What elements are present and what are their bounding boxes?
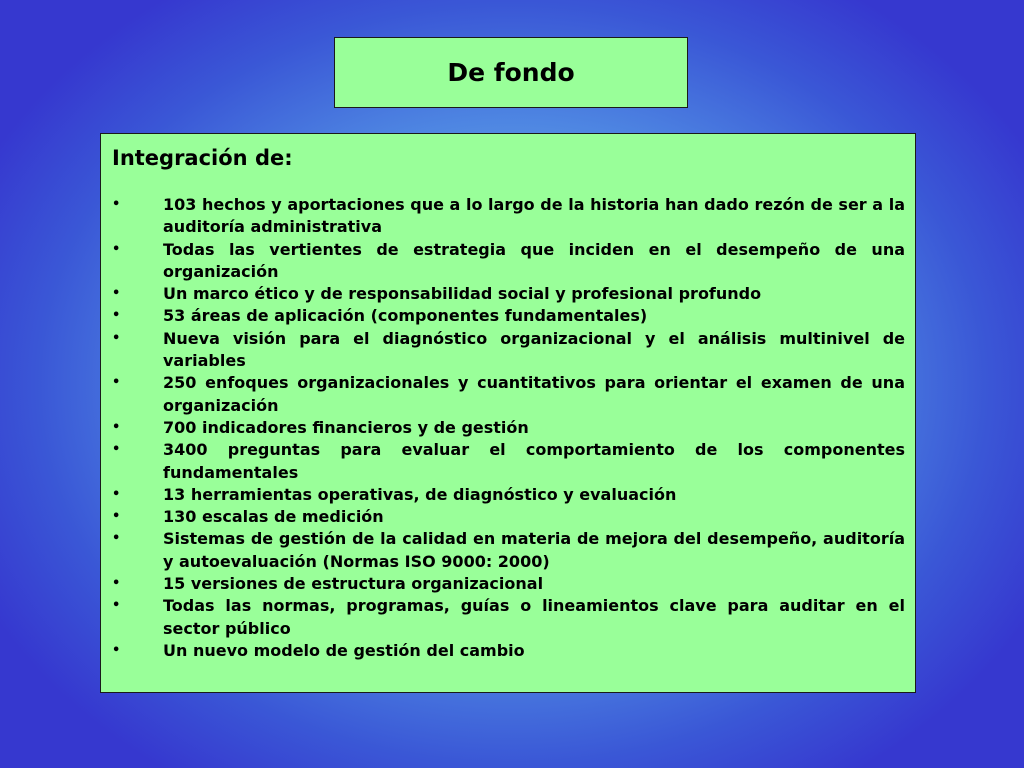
- list-item: [112, 640, 905, 662]
- list-item-text: 3400 preguntas para evaluar el comportamiento de los componentes fundamentales: [163, 440, 905, 482]
- content-heading: Integración de:: [112, 146, 293, 170]
- list-item: [112, 194, 905, 239]
- list-item: [112, 417, 905, 439]
- bullet-icon: •: [112, 642, 121, 658]
- list-item: [112, 372, 905, 417]
- list-item-text: 53 áreas de aplicación (componentes fundamentales): [163, 306, 648, 326]
- bullet-icon: •: [112, 241, 121, 257]
- list-item-text: Todas las vertientes de estrategia que inciden en el desempeño de una organización: [163, 239, 905, 281]
- list-item: [112, 328, 905, 373]
- list-item: [112, 528, 905, 573]
- slide-title: De fondo: [447, 58, 575, 87]
- list-item: [112, 573, 905, 595]
- title-box: [334, 37, 688, 108]
- list-item-text: Sistemas de gestión de la calidad en materia de mejora del desempeño, auditoría y autoevaluación (Normas ISO 9000: 2000): [163, 529, 905, 571]
- bullet-icon: •: [112, 598, 121, 614]
- bullet-icon: •: [112, 286, 121, 302]
- bullet-icon: •: [112, 375, 121, 391]
- list-item-text: Un nuevo modelo de gestión del cambio: [163, 640, 525, 660]
- list-item-text: 130 escalas de medición: [163, 507, 384, 527]
- list-item-text: Todas las normas, programas, guías o lineamientos clave para auditar en el sector público: [163, 596, 905, 638]
- list-item: [112, 239, 905, 284]
- list-item-text: 103 hechos y aportaciones que a lo largo de la historia han dado rezón de ser a la auditoría administrativa: [163, 195, 905, 237]
- bullet-icon: •: [112, 531, 121, 547]
- bullet-icon: •: [112, 330, 121, 346]
- bullet-list: [112, 194, 905, 662]
- list-item-text: Nueva visión para el diagnóstico organizacional y el análisis multinivel de variables: [163, 328, 905, 371]
- list-item-text: 15 versiones de estructura organizacional: [163, 574, 544, 594]
- list-item-text: 700 indicadores financieros y de gestión: [163, 417, 529, 437]
- bullet-icon: •: [112, 197, 121, 212]
- list-item: [112, 305, 905, 327]
- bullet-icon: •: [112, 576, 121, 592]
- list-item: [112, 506, 905, 528]
- list-item: [112, 595, 905, 640]
- content-box: [100, 133, 916, 693]
- bullet-icon: •: [112, 442, 121, 458]
- list-item-text: 13 herramientas operativas, de diagnóstico y evaluación: [163, 484, 677, 504]
- bullet-icon: •: [112, 486, 121, 502]
- list-item: [112, 283, 905, 305]
- bullet-icon: •: [112, 509, 121, 525]
- list-item-text: Un marco ético y de responsabilidad social y profesional profundo: [163, 284, 762, 304]
- list-item: [112, 439, 905, 484]
- list-item: [112, 484, 905, 506]
- bullet-icon: •: [112, 308, 121, 324]
- list-item-text: 250 enfoques organizacionales y cuantitativos para orientar el examen de una organización: [163, 373, 905, 415]
- bullet-icon: •: [112, 419, 121, 435]
